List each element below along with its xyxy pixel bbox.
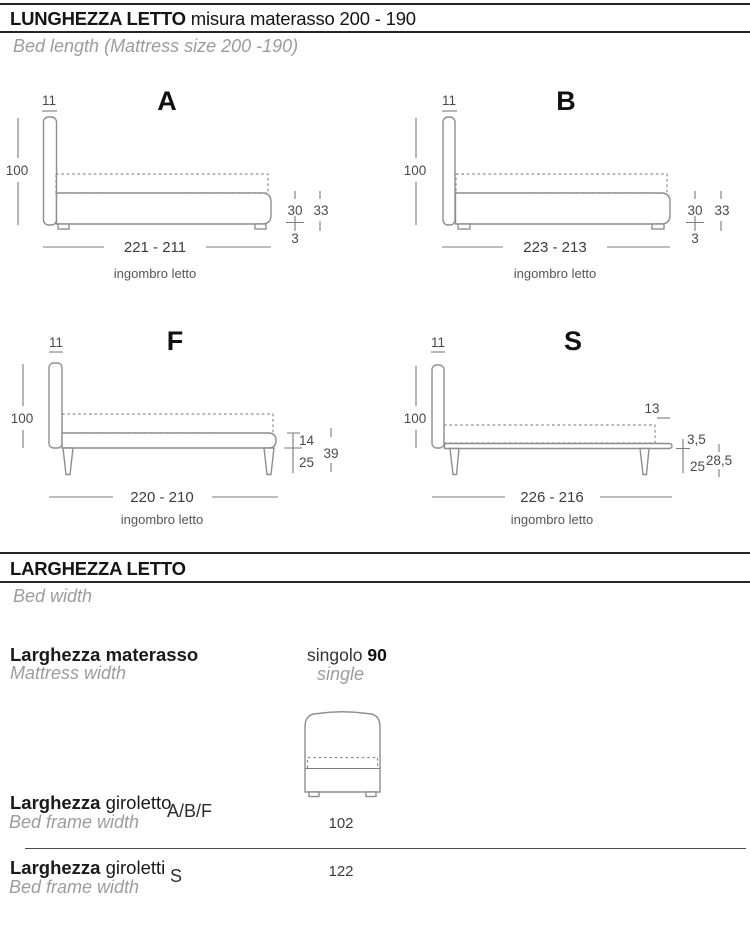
diagram-S-leg-left — [450, 449, 459, 475]
bed-front-view — [290, 700, 400, 800]
frame-width-abf-label-rest: giroletto — [100, 792, 172, 813]
section-width-title-bold: LARGHEZZA LETTO — [10, 558, 186, 579]
dim-F-leg-height: 25 — [299, 455, 315, 470]
dim-S-total-height: 28,5 — [705, 453, 733, 468]
dim-A-base-height: 30 — [287, 203, 303, 218]
dim-B-foot-cross — [686, 216, 704, 231]
frame-width-abf-label-it — [10, 792, 171, 814]
row-divider — [25, 848, 746, 849]
dim-S-overhang: 13 — [644, 401, 660, 416]
diagram-F-letter: F — [166, 326, 184, 356]
mattress-size — [307, 645, 387, 666]
diagram-B-mattress — [456, 174, 667, 193]
diagram-B-foot-right — [652, 224, 664, 229]
diagram-A-foot-left — [58, 224, 69, 229]
frame-width-abf-value: 102 — [328, 815, 354, 832]
mattress-size-value: 90 — [367, 645, 387, 665]
diagram-B-base — [456, 193, 671, 224]
diagram-A-headboard — [44, 117, 57, 225]
diagram-F-leg-right — [264, 448, 274, 475]
section-length-title-rest: misura materasso 200 - 190 — [185, 8, 416, 29]
dim-F-overall-length: 220 - 210 — [130, 489, 194, 506]
dim-B-base-height: 30 — [687, 203, 703, 218]
dim-S-leg-height: 25 — [690, 459, 706, 474]
diagram-B-foot-left — [458, 224, 470, 229]
mattress-size-name: singolo — [307, 645, 363, 665]
dim-A-total-height: 33 — [313, 203, 329, 218]
diagram-F-caption: ingombro letto — [120, 512, 204, 527]
dim-A-headboard-height: 100 — [5, 163, 29, 178]
diagram-F-frame — [62, 433, 276, 448]
diagram-F-headboard — [49, 363, 62, 448]
section-width-rule-top — [0, 552, 750, 554]
frame-width-s-label-en: Bed frame width — [9, 877, 140, 897]
diagram-S-leg-right — [640, 449, 649, 475]
frame-width-s-variants: S — [170, 866, 183, 886]
dim-B-headboard-thickness: 11 — [441, 93, 457, 108]
frame-width-s-label-rest: giroletti — [100, 857, 166, 878]
dim-B-total-height: 33 — [714, 203, 730, 218]
diagram-S-platform — [445, 444, 673, 449]
dim-F-headboard-thickness: 11 — [48, 335, 64, 350]
section-length-rule — [0, 31, 750, 33]
dim-F-total-height: 39 — [323, 446, 339, 461]
diagram-S-headboard — [432, 365, 444, 448]
diagram-A-foot-right — [255, 224, 266, 229]
dim-S-frame-height: 3,5 — [687, 432, 706, 447]
section-width-rule-bottom — [0, 581, 750, 583]
diagram-B-letter: B — [556, 86, 576, 116]
dim-A-foot-height: 3 — [291, 231, 299, 246]
frame-width-abf-variants: A/B/F — [167, 801, 213, 821]
diagram-S-mattress — [444, 425, 655, 443]
dim-F-frame-height: 14 — [299, 433, 315, 448]
section-length-title-bold: LUNGHEZZA LETTO — [10, 8, 186, 29]
section-width-title — [10, 558, 186, 580]
dim-S-headboard-thickness: 11 — [430, 335, 446, 350]
diagram-S — [375, 320, 750, 535]
mattress-width-label-en: Mattress width — [10, 663, 127, 683]
dim-B-foot-height: 3 — [691, 231, 699, 246]
diagram-A-base — [57, 193, 272, 224]
frame-width-s-label-it — [10, 857, 165, 879]
diagram-A-mattress — [56, 174, 268, 193]
diagram-A — [0, 80, 375, 305]
dim-A-overall-length: 221 - 211 — [123, 239, 187, 256]
front-view-foot-right — [366, 792, 376, 797]
frame-width-abf-label-bold: Larghezza — [10, 792, 101, 813]
dim-A-foot-cross — [286, 216, 304, 231]
dim-S-overall-length: 226 - 216 — [520, 489, 584, 506]
front-view-foot-left — [309, 792, 319, 797]
section-length-subtitle: Bed length (Mattress size 200 -190) — [13, 36, 299, 56]
dim-A-headboard-thickness: 11 — [41, 93, 57, 108]
diagram-B-caption: ingombro letto — [513, 266, 597, 281]
mattress-width-label-it: Larghezza materasso — [10, 644, 199, 665]
diagram-F-leg-left — [63, 448, 73, 475]
frame-width-s-value: 122 — [328, 863, 354, 880]
diagram-A-letter: A — [157, 86, 177, 116]
diagram-S-letter: S — [563, 326, 583, 356]
front-view-outline — [305, 712, 380, 792]
dim-B-overall-length: 223 - 213 — [523, 239, 587, 256]
dim-B-headboard-height: 100 — [403, 163, 427, 178]
mattress-size-name-en: single — [317, 664, 365, 684]
frame-width-s-label-bold: Larghezza — [10, 857, 101, 878]
top-rule — [0, 3, 750, 5]
section-length-title — [10, 8, 416, 30]
section-width-subtitle: Bed width — [13, 586, 93, 606]
diagram-B-headboard — [443, 117, 455, 225]
diagram-B — [375, 80, 750, 305]
diagram-F — [0, 320, 375, 535]
diagram-A-caption: ingombro letto — [113, 266, 197, 281]
diagram-S-caption: ingombro letto — [510, 512, 594, 527]
diagram-F-mattress — [62, 414, 273, 433]
dim-S-headboard-height: 100 — [403, 411, 427, 426]
dim-F-headboard-height: 100 — [10, 411, 34, 426]
frame-width-abf-label-en: Bed frame width — [9, 812, 140, 832]
